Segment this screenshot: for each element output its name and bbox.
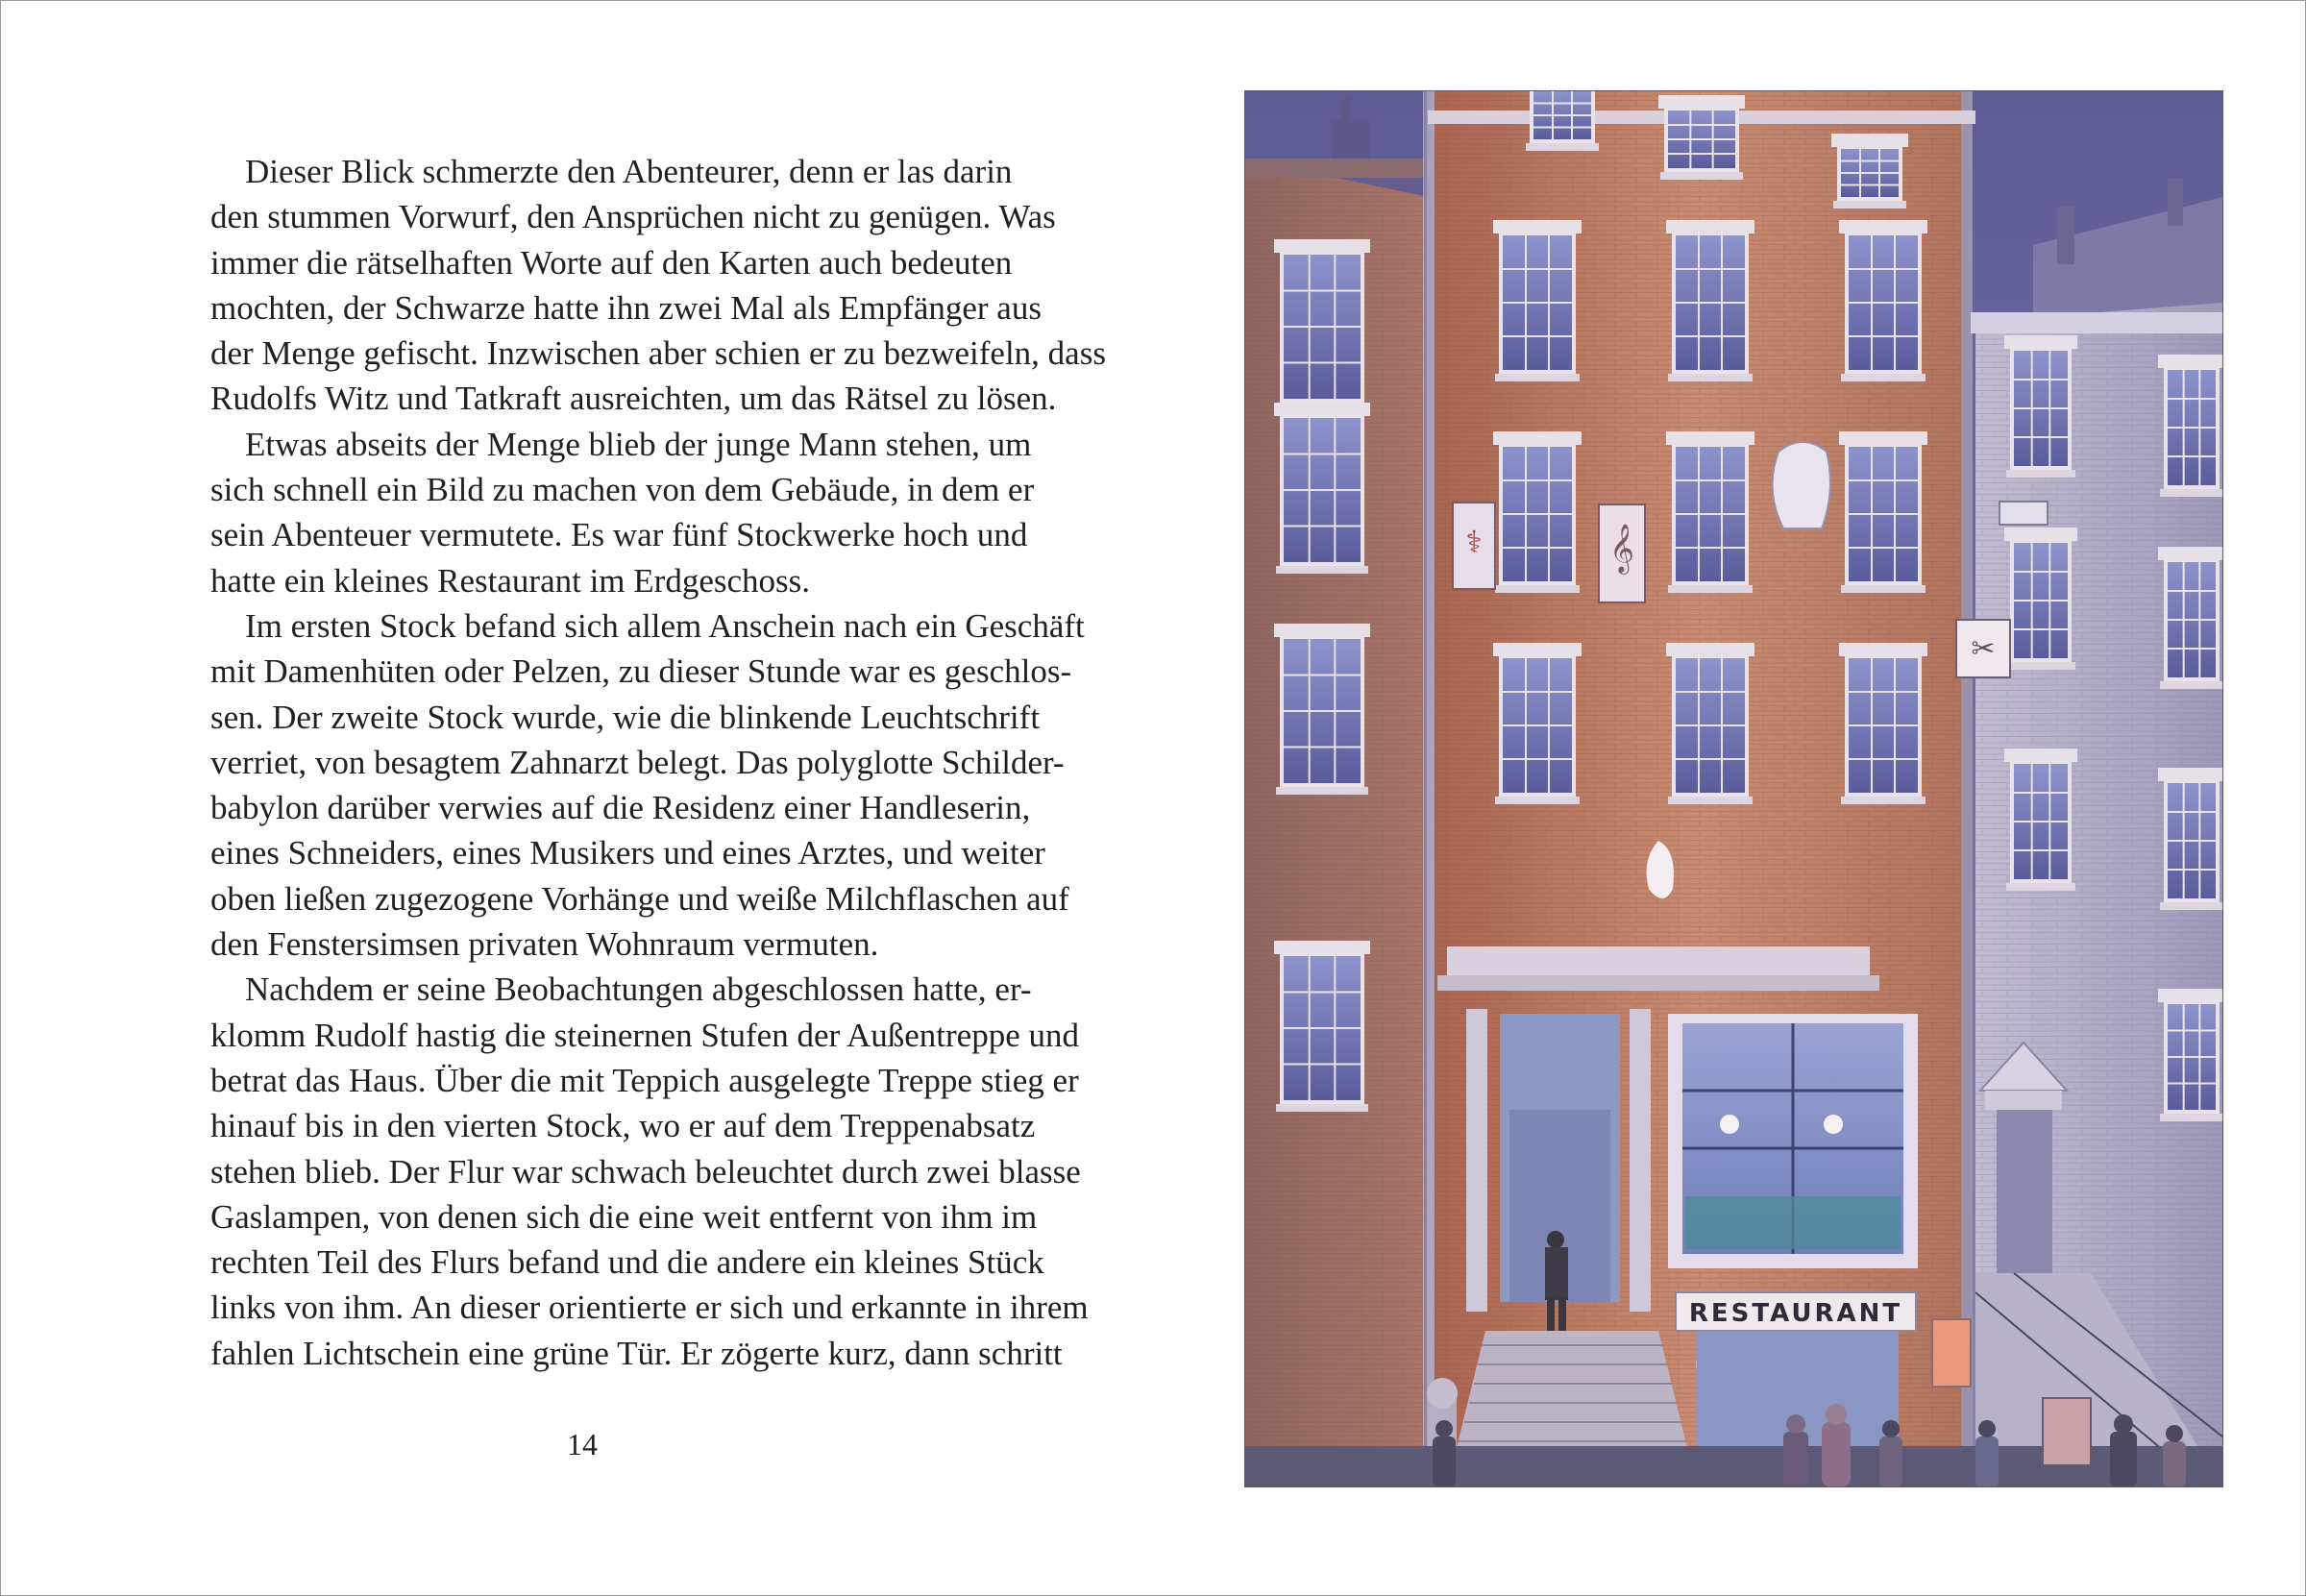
window bbox=[2004, 335, 2077, 478]
text-line: Nachdem er seine Beobachtungen abgeschlossen hatte, er- bbox=[245, 970, 1032, 1009]
window bbox=[1493, 431, 1582, 593]
window bbox=[1831, 134, 1908, 209]
window bbox=[2158, 989, 2222, 1121]
body-text bbox=[210, 149, 1106, 1376]
text-line: sich schnell ein Bild zu machen von dem Gebäude, in dem er bbox=[210, 471, 1035, 509]
building-drawing bbox=[1245, 91, 2222, 1486]
text-line: hatte ein kleines Restaurant im Erdgeschoss. bbox=[210, 561, 811, 600]
text-line: stehen blieb. Der Flur war schwach beleuchtet durch zwei blasse bbox=[210, 1152, 1081, 1191]
text-line: den Fenstersimsen privaten Wohnraum vermuten. bbox=[210, 925, 879, 964]
svg-text:⚕: ⚕ bbox=[1465, 524, 1483, 560]
text-line: oben ließen zugezogene Vorhänge und weiße Milchflaschen auf bbox=[210, 879, 1069, 918]
window bbox=[1666, 643, 1754, 804]
text-line: fahlen Lichtschein eine grüne Tür. Er zögerte kurz, dann schritt bbox=[210, 1334, 1063, 1372]
street-illustration bbox=[1244, 90, 2223, 1487]
paragraph bbox=[210, 967, 1089, 1376]
text-line: Rudolfs Witz und Tatkraft ausreichten, um das Rätsel zu lösen. bbox=[210, 380, 1057, 418]
window bbox=[1493, 643, 1582, 804]
paragraph bbox=[210, 603, 1085, 967]
text-line: eines Schneiders, eines Musikers und eines Arztes, und weiter bbox=[210, 834, 1045, 872]
window bbox=[1839, 431, 1927, 593]
paragraph bbox=[210, 149, 1106, 422]
window bbox=[2158, 547, 2222, 689]
svg-text:✂: ✂ bbox=[1971, 632, 1996, 666]
text-line: klomm Rudolf hastig die steinernen Stufen der Außentreppe und bbox=[210, 1016, 1079, 1054]
text-line: babylon darüber verwies auf die Residenz einer Handleserin, bbox=[210, 789, 1031, 827]
window bbox=[2158, 768, 2222, 910]
text-line: hinauf bis in den vierten Stock, wo er auf dem Treppenabsatz bbox=[210, 1107, 1036, 1145]
text-page bbox=[210, 149, 1106, 1376]
text-line: mit Damenhüten oder Pelzen, zu dieser Stunde war es geschlos- bbox=[210, 652, 1072, 691]
text-line: links von ihm. An dieser orientierte er sich und erkannte in ihrem bbox=[210, 1289, 1089, 1327]
text-line: rechten Teil des Flurs befand und die andere ein kleines Stück bbox=[210, 1243, 1044, 1282]
text-line: mochten, der Schwarze hatte ihn zwei Mal als Empfänger aus bbox=[210, 288, 1042, 327]
svg-text:𝄞: 𝄞 bbox=[1608, 524, 1635, 573]
window bbox=[1666, 431, 1754, 593]
page-number: 14 bbox=[567, 1427, 598, 1461]
text-line: Gaslampen, von denen sich die eine weit entfernt von ihm im bbox=[210, 1197, 1038, 1236]
text-line: verriet, von besagtem Zahnarzt belegt. Das polyglotte Schilder- bbox=[210, 743, 1065, 781]
window bbox=[1666, 220, 1754, 381]
text-line: Dieser Blick schmerzte den Abenteurer, denn er las darin bbox=[245, 153, 1013, 190]
window bbox=[1274, 624, 1370, 795]
text-line: der Menge gefischt. Inzwischen aber schien er zu bezweifeln, dass bbox=[210, 334, 1106, 373]
window bbox=[1658, 95, 1745, 180]
window bbox=[1839, 220, 1927, 381]
window bbox=[2158, 355, 2222, 497]
window bbox=[1274, 941, 1370, 1112]
text-line: Etwas abseits der Menge blieb der junge Mann stehen, um bbox=[245, 425, 1032, 463]
text-line: sen. Der zweite Stock wurde, wie die blinkende Leuchtschrift bbox=[210, 698, 1041, 736]
window bbox=[1493, 220, 1582, 381]
text-line: immer die rätselhaften Worte auf den Karten auch bedeuten bbox=[210, 243, 1013, 282]
paragraph bbox=[210, 422, 1035, 603]
text-line: betrat das Haus. Über die mit Teppich ausgelegte Treppe stieg er bbox=[210, 1061, 1079, 1099]
window bbox=[1274, 239, 1370, 410]
text-line: den stummen Vorwurf, den Ansprüchen nicht zu genügen. Was bbox=[210, 198, 1056, 236]
window bbox=[1839, 643, 1927, 804]
window bbox=[1524, 91, 1601, 151]
window bbox=[2004, 528, 2077, 670]
restaurant-sign: RESTAURANT bbox=[1688, 1299, 1903, 1328]
text-line: Im ersten Stock befand sich allem Anschein nach ein Geschäft bbox=[245, 606, 1085, 645]
window bbox=[1274, 403, 1370, 574]
text-line: sein Abenteuer vermutete. Es war fünf Stockwerke hoch und bbox=[210, 516, 1028, 554]
window bbox=[2004, 749, 2077, 891]
